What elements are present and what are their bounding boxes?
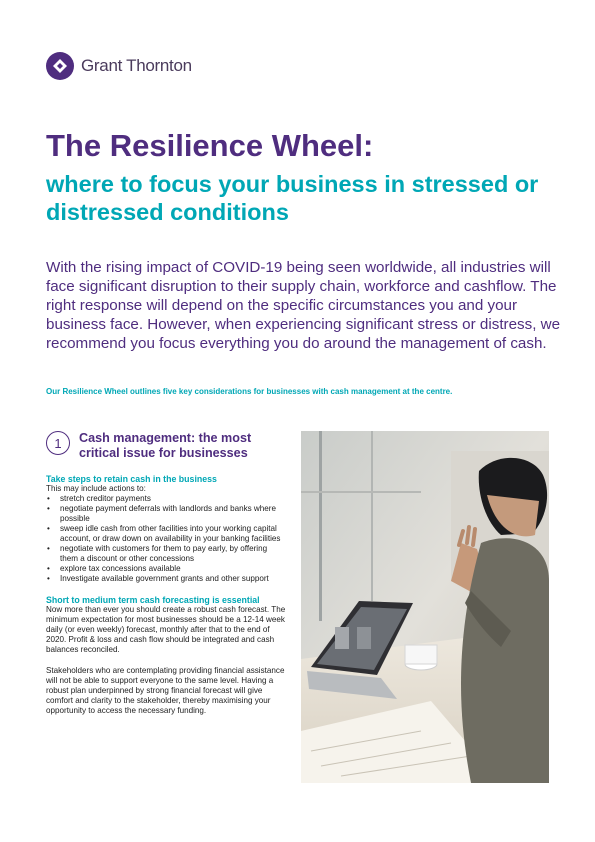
list-item: • explore tax concessions available xyxy=(46,564,286,574)
office-photo xyxy=(301,431,549,783)
lead-text: Our Resilience Wheel outlines five key considerations for businesses with cash management at the centre. xyxy=(46,387,453,396)
section-body xyxy=(46,474,286,716)
list-item: • negotiate payment deferrals with landlords and banks where possible xyxy=(46,504,286,524)
forecasting-heading: Short to medium term cash forecasting is essential xyxy=(46,595,260,605)
intro-paragraph: With the rising impact of COVID-19 being seen worldwide, all industries will face significant disruption to their supply chain, workforce and cashflow. The right response will depend on the specific circumstances you and your business face. However, when experiencing significant stress or distress, we recommend you focus everything you do around the management of cash. xyxy=(46,259,561,352)
list-item: • Investigate available government grants and other support xyxy=(46,574,286,584)
actions-list xyxy=(46,494,286,584)
page-subtitle: where to focus your business in stressed or distressed conditions xyxy=(46,171,539,225)
section-number-badge: 1 xyxy=(46,431,70,455)
list-item: • negotiate with customers for them to pay early, by offering them a discount or other concessions xyxy=(46,544,286,564)
section-title: Cash management: the most critical issue for businesses xyxy=(79,431,252,460)
list-item: • sweep idle cash from other facilities into your working capital account, or draw down on availability in your banking facilities xyxy=(46,524,286,544)
forecasting-paragraph: Now more than ever you should create a robust cash forecast. The minimum expectation for most businesses should be a 12-14 week daily (or even weekly) forecast, monthly after that to the end of 2020. Profit & loss and cash flow should be integrated and cash balances reconciled. xyxy=(46,605,286,654)
stakeholders-paragraph: Stakeholders who are contemplating providing financial assistance will not be able to support everyone to the same level. Having a robust plan underpinned by strong financial forecast will give comfort and clarity to the stakeholder, thereby maximising your opportunity to access the necessary funding. xyxy=(46,666,285,715)
page-title: The Resilience Wheel: xyxy=(46,128,374,163)
grant-thornton-logo-icon xyxy=(46,52,74,80)
list-item: • stretch creditor payments xyxy=(46,494,286,504)
actions-intro: This may include actions to: xyxy=(46,484,146,493)
brand-logo xyxy=(46,52,192,80)
brand-name: Grant Thornton xyxy=(81,56,192,75)
retain-cash-heading: Take steps to retain cash in the business xyxy=(46,474,217,484)
